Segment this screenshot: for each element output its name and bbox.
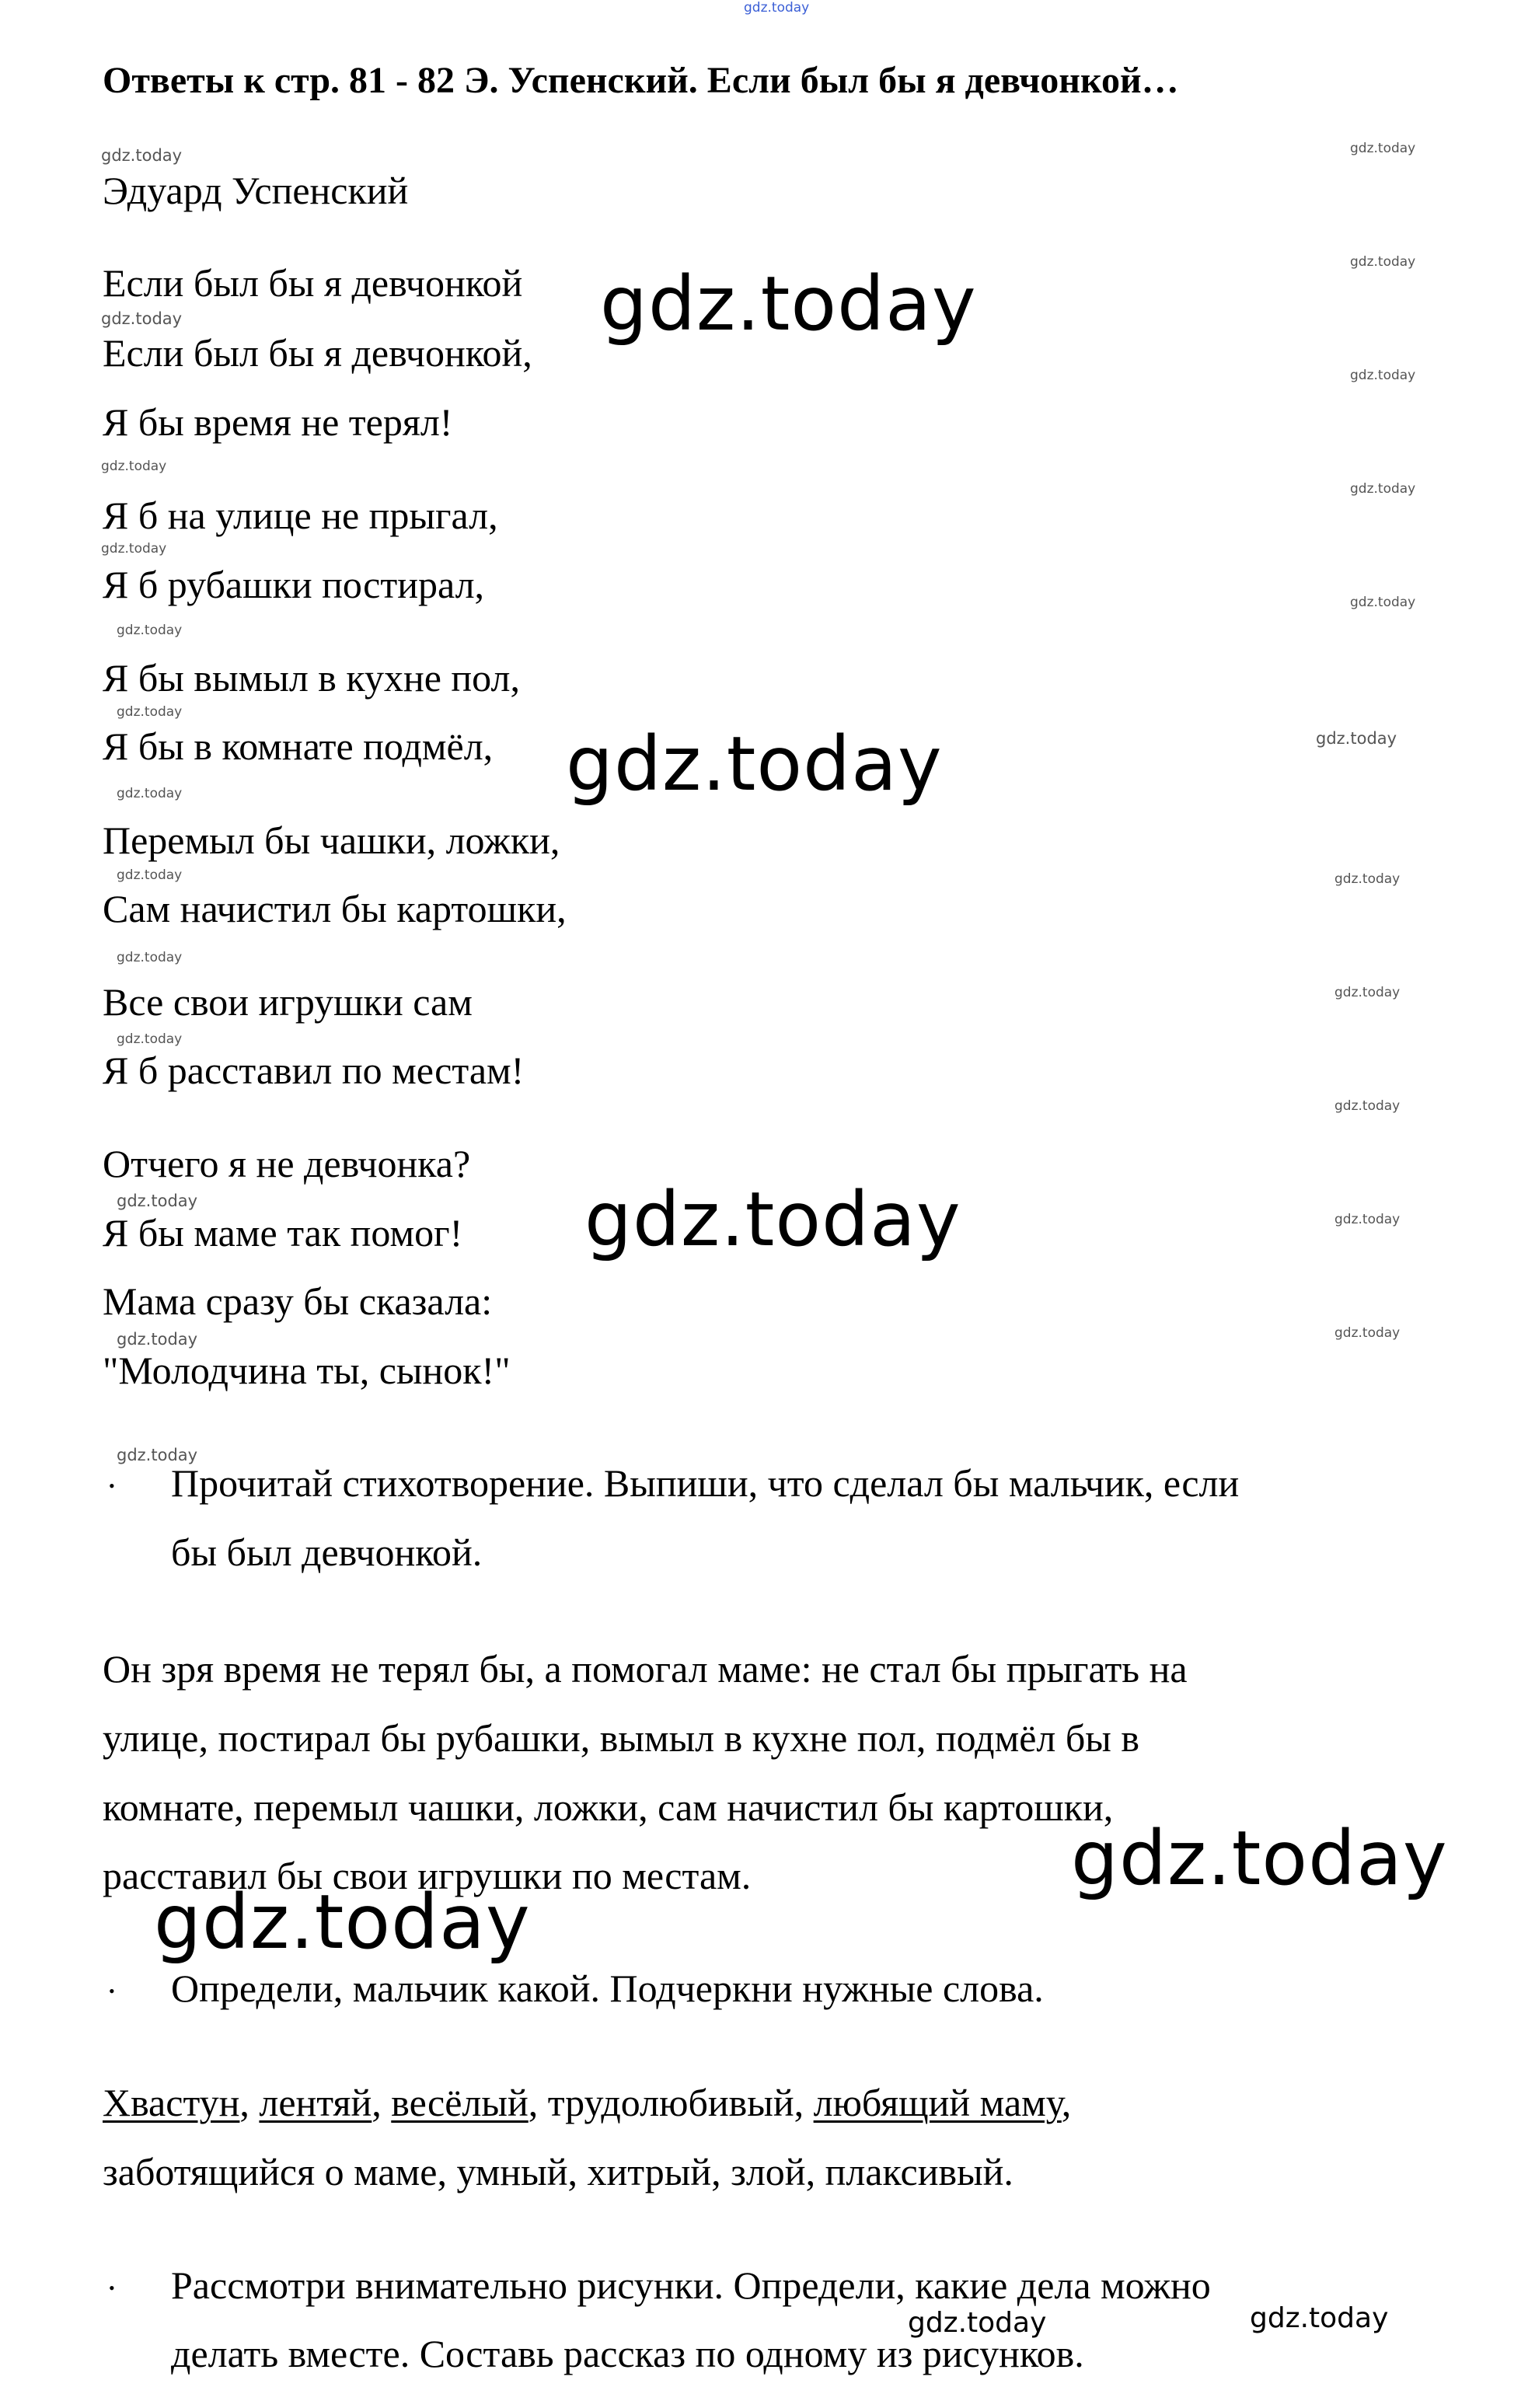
watermark: gdz.today <box>101 146 183 165</box>
watermark: gdz.today <box>1334 1325 1401 1341</box>
watermark: gdz.today <box>117 1031 183 1047</box>
watermark: gdz.today <box>1334 985 1401 1000</box>
author-name: Эдуард Успенский <box>103 169 409 212</box>
watermark: gdz.today <box>1350 368 1416 383</box>
word-separator: , <box>372 2081 392 2124</box>
watermark-medium: gdz.today <box>1250 2302 1389 2334</box>
watermark: gdz.today <box>1350 254 1416 270</box>
underlined-word: весёлый <box>391 2081 529 2124</box>
answer-2-words <box>103 2079 1071 2126</box>
word: трудолюбивый <box>547 2081 794 2124</box>
word-separator: , <box>239 2081 260 2124</box>
poem-line: Я бы в комнате подмёл, <box>103 724 494 768</box>
poem-line: Я бы вымыл в кухне пол, <box>103 656 520 700</box>
watermark-large: gdz.today <box>600 260 977 347</box>
watermark-large: gdz.today <box>154 1879 531 1966</box>
watermark: gdz.today <box>117 704 183 720</box>
task-3-text: Рассмотри внимательно рисунки. Определи, какие дела можно <box>171 2263 1211 2307</box>
word-separator: , <box>794 2081 814 2124</box>
poem-line: Если был бы я девчонкой, <box>103 331 532 375</box>
watermark: gdz.today <box>101 459 167 474</box>
watermark: gdz.today <box>1350 481 1416 497</box>
answer-2-text: заботящийся о маме, умный, хитрый, злой, плаксивый. <box>103 2150 1013 2193</box>
watermark-medium: gdz.today <box>908 2307 1047 2339</box>
watermark-large: gdz.today <box>566 721 943 808</box>
task-1-text: Прочитай стихотворение. Выпиши, что сделал бы мальчик, если <box>171 1461 1240 1505</box>
task-3-text: делать вместе. Составь рассказ по одному из рисунков. <box>171 2332 1084 2375</box>
poem-line: Я бы маме так помог! <box>103 1211 463 1255</box>
poem-line: Сам начистил бы картошки, <box>103 887 567 930</box>
poem-line: Я б расставил по местам! <box>103 1049 525 1092</box>
page-title: Ответы к стр. 81 - 82 Э. Успенский. Если был бы я девчонкой… <box>103 60 1179 101</box>
answer-1-text: комнате, перемыл чашки, ложки, сам начистил бы картошки, <box>103 1785 1114 1829</box>
watermark: gdz.today <box>117 1192 198 1210</box>
watermark: gdz.today <box>1350 141 1416 156</box>
watermark: gdz.today <box>117 786 183 801</box>
watermark-large: gdz.today <box>1071 1815 1448 1902</box>
watermark: gdz.today <box>117 1330 198 1349</box>
poem-line: Мама сразу бы сказала: <box>103 1279 493 1323</box>
watermark: gdz.today <box>1350 595 1416 610</box>
watermark: gdz.today <box>1316 729 1397 748</box>
poem-line: Все свои игрушки сам <box>103 980 473 1024</box>
watermark: gdz.today <box>101 309 183 328</box>
bullet-icon: • <box>109 2278 115 2298</box>
answer-1-text: улице, постирал бы рубашки, вымыл в кухне пол, подмёл бы в <box>103 1716 1140 1760</box>
watermark-top: gdz.today <box>744 0 810 16</box>
underlined-word: Хвастун <box>103 2081 240 2124</box>
poem-line: Перемыл бы чашки, ложки, <box>103 818 560 862</box>
watermark: gdz.today <box>1334 1098 1401 1114</box>
watermark-large: gdz.today <box>584 1176 961 1263</box>
word-separator: , <box>1061 2081 1072 2124</box>
poem-line: Отчего я не девчонка? <box>103 1142 471 1185</box>
poem-line: Я б на улице не прыгал, <box>103 494 498 537</box>
watermark: gdz.today <box>1334 871 1401 887</box>
watermark: gdz.today <box>117 867 183 883</box>
watermark: gdz.today <box>1334 1212 1401 1227</box>
underlined-word: любящий маму <box>813 2081 1062 2124</box>
watermark: gdz.today <box>101 541 167 557</box>
bullet-icon: • <box>109 1476 115 1495</box>
answer-1-text: расставил бы свои игрушки по местам. <box>103 1854 752 1897</box>
task-2-text: Определи, мальчик какой. Подчеркни нужные слова. <box>171 1967 1044 2010</box>
watermark: gdz.today <box>117 950 183 965</box>
poem-line: Я б рубашки постирал, <box>103 563 485 606</box>
watermark: gdz.today <box>117 1446 198 1464</box>
underlined-word: лентяй <box>259 2081 372 2124</box>
poem-title: Если был бы я девчонкой <box>103 261 523 305</box>
task-1-text: бы был девчонкой. <box>171 1530 483 1574</box>
watermark: gdz.today <box>117 623 183 638</box>
word-separator: , <box>528 2081 548 2124</box>
poem-line: Я бы время не терял! <box>103 400 453 444</box>
poem-line: "Молодчина ты, сынок!" <box>103 1349 511 1392</box>
answer-1-text: Он зря время не терял бы, а помогал маме: не стал бы прыгать на <box>103 1647 1188 1691</box>
bullet-icon: • <box>109 1981 115 2001</box>
